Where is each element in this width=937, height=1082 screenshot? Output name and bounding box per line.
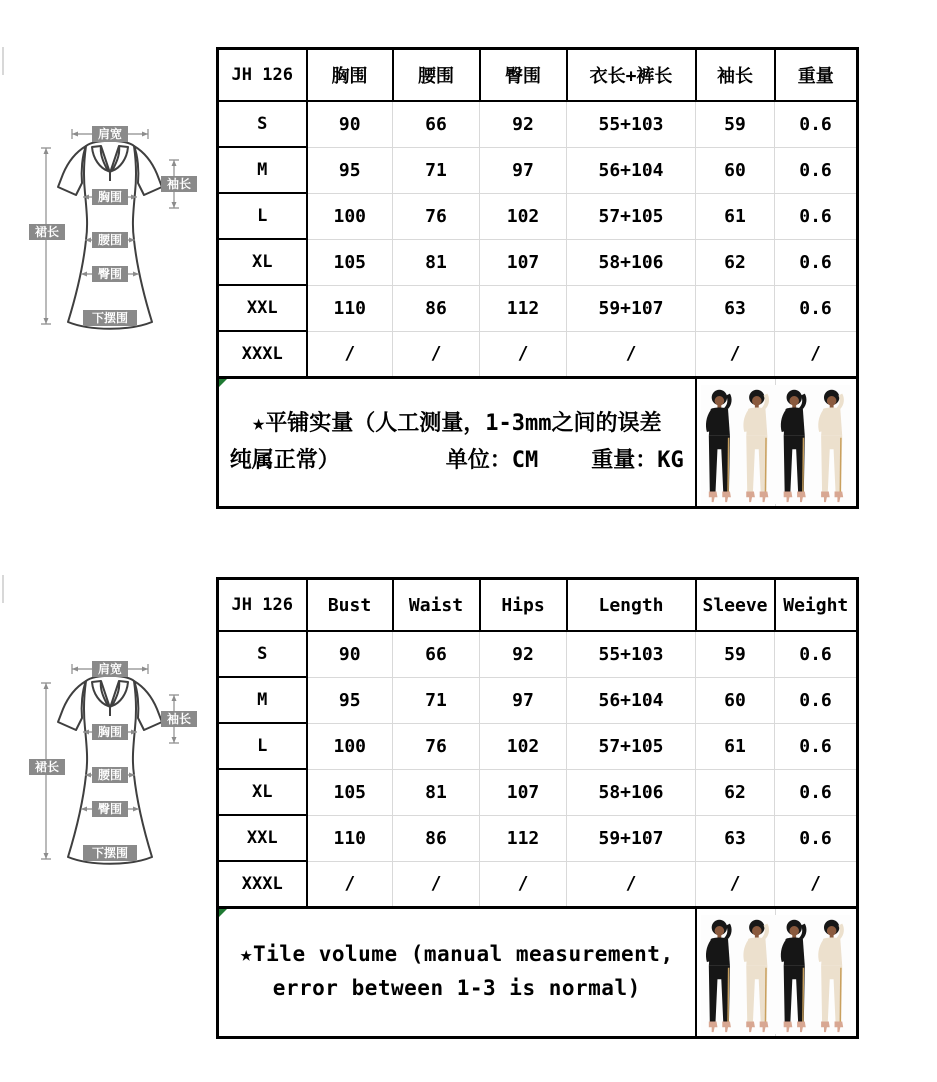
measurement-value-cell: / [696, 861, 775, 907]
measurement-value-cell: 81 [393, 769, 480, 815]
measurement-value-cell: 71 [393, 147, 480, 193]
measurement-value-cell: / [696, 331, 775, 377]
measurement-value-cell: 81 [393, 239, 480, 285]
measurement-value-cell: 55+103 [567, 101, 696, 147]
column-header-cell: 衣长+裤长 [567, 49, 696, 102]
measurement-value-cell: 105 [307, 769, 393, 815]
measurement-value-cell: 66 [393, 101, 480, 147]
measurement-value-cell: 95 [307, 147, 393, 193]
column-header-cell: Waist [393, 579, 480, 632]
sleeve-length-label [161, 176, 197, 192]
hip-label [92, 266, 128, 282]
column-header-cell: 臀围 [480, 49, 567, 102]
size-label-cell: S [218, 101, 307, 147]
column-header-cell: Sleeve [696, 579, 775, 632]
measurement-value-cell: 102 [480, 723, 567, 769]
measurement-value-cell: 63 [696, 285, 775, 331]
measurement-value-cell: 62 [696, 769, 775, 815]
measurement-value-cell: 0.6 [775, 815, 858, 861]
dress-diagram-bottom [26, 633, 211, 878]
measurement-value-cell: 105 [307, 239, 393, 285]
measurement-value-cell: / [307, 861, 393, 907]
measurement-value-cell: 58+106 [567, 239, 696, 285]
size-label-cell: S [218, 631, 307, 677]
size-table-chinese-slot [216, 47, 859, 509]
svg-text:下摆围: 下摆围 [91, 846, 129, 860]
size-label-cell: XXL [218, 285, 307, 331]
measurement-value-cell: 62 [696, 239, 775, 285]
size-label-cell: XXXL [218, 331, 307, 377]
size-label-cell: M [218, 147, 307, 193]
measurement-value-cell: 86 [393, 285, 480, 331]
column-header-cell: Hips [480, 579, 567, 632]
note-line-2: error between 1-3 is normal) [272, 976, 641, 1000]
note-line-1: ★Tile volume (manual measurement, [239, 942, 674, 967]
svg-text:腰围: 腰围 [97, 768, 123, 782]
svg-text:下摆围: 下摆围 [91, 311, 129, 325]
shoulder-width-label [92, 126, 128, 142]
dress-measurement-diagram [26, 98, 211, 343]
note-line-1: ★平铺实量（人工测量，1-3mm之间的误差 [252, 410, 662, 436]
measurement-value-cell: 61 [696, 723, 775, 769]
scan-edge-artifact [2, 575, 4, 603]
hem-label [83, 310, 137, 326]
waist-label [92, 767, 128, 783]
column-header-cell: 袖长 [696, 49, 775, 102]
dress-measurement-diagram [26, 633, 211, 878]
svg-text:肩宽: 肩宽 [97, 662, 123, 676]
measurement-value-cell: 0.6 [775, 631, 858, 677]
measurement-value-cell: / [393, 331, 480, 377]
size-table-zh [216, 47, 859, 509]
measurement-value-cell: 63 [696, 815, 775, 861]
sleeve-length-label [161, 711, 197, 727]
measurement-value-cell: 110 [307, 285, 393, 331]
svg-text:袖长: 袖长 [166, 712, 192, 726]
column-header-cell: 胸围 [307, 49, 393, 102]
measurement-value-cell: 60 [696, 147, 775, 193]
size-label-cell: L [218, 723, 307, 769]
measurement-value-cell: 0.6 [775, 723, 858, 769]
measurement-value-cell: 112 [480, 815, 567, 861]
measurement-value-cell: 92 [480, 101, 567, 147]
column-header-cell: 重量 [775, 49, 858, 102]
size-label-cell: XL [218, 239, 307, 285]
measurement-value-cell: 92 [480, 631, 567, 677]
measurement-value-cell: / [775, 861, 858, 907]
size-label-cell: XXL [218, 815, 307, 861]
measurement-value-cell: 102 [480, 193, 567, 239]
measurement-value-cell: 100 [307, 193, 393, 239]
measurement-value-cell: 95 [307, 677, 393, 723]
measurement-value-cell: 71 [393, 677, 480, 723]
measurement-note-cell [218, 377, 696, 507]
skirt-length-label [29, 224, 65, 240]
size-label-cell: M [218, 677, 307, 723]
note-line-2: 纯属正常） 单位：CM 重量：KG [229, 448, 684, 473]
hip-label [92, 801, 128, 817]
model-code-cell: JH 126 [218, 49, 307, 102]
measurement-value-cell: 0.6 [775, 193, 858, 239]
bust-label [92, 189, 128, 205]
measurement-value-cell: 107 [480, 239, 567, 285]
size-label-cell: L [218, 193, 307, 239]
measurement-value-cell: / [393, 861, 480, 907]
product-photo-cell [696, 907, 858, 1037]
column-header-cell: Bust [307, 579, 393, 632]
measurement-value-cell: 59+107 [567, 285, 696, 331]
measurement-value-cell: 90 [307, 631, 393, 677]
svg-text:袖长: 袖长 [166, 177, 192, 191]
hem-label [83, 845, 137, 861]
product-photo-cell [696, 377, 858, 507]
measurement-value-cell: / [307, 331, 393, 377]
svg-text:肩宽: 肩宽 [97, 127, 123, 141]
measurement-value-cell: 57+105 [567, 723, 696, 769]
skirt-length-label [29, 759, 65, 775]
measurement-value-cell: 56+104 [567, 147, 696, 193]
cell-corner-marker [219, 379, 227, 387]
measurement-value-cell: 0.6 [775, 147, 858, 193]
measurement-value-cell: 58+106 [567, 769, 696, 815]
model-code-cell: JH 126 [218, 579, 307, 632]
measurement-value-cell: 55+103 [567, 631, 696, 677]
svg-text:臀围: 臀围 [97, 802, 123, 816]
measurement-value-cell: 0.6 [775, 239, 858, 285]
measurement-value-cell: 76 [393, 723, 480, 769]
bust-label [92, 724, 128, 740]
size-table-english-slot [216, 577, 859, 1039]
measurement-value-cell: / [775, 331, 858, 377]
measurement-value-cell: 100 [307, 723, 393, 769]
dress-diagram-top [26, 98, 211, 343]
size-table-en [216, 577, 859, 1039]
measurement-value-cell: / [480, 331, 567, 377]
measurement-value-cell: 56+104 [567, 677, 696, 723]
product-models-photo [701, 915, 851, 1034]
measurement-value-cell: 112 [480, 285, 567, 331]
measurement-value-cell: 97 [480, 677, 567, 723]
waist-label [92, 232, 128, 248]
svg-text:臀围: 臀围 [97, 267, 123, 281]
shoulder-width-label [92, 661, 128, 677]
size-label-cell: XL [218, 769, 307, 815]
svg-text:胸围: 胸围 [97, 725, 123, 739]
size-label-cell: XXXL [218, 861, 307, 907]
measurement-value-cell: 60 [696, 677, 775, 723]
column-header-cell: Length [567, 579, 696, 632]
measurement-value-cell: 110 [307, 815, 393, 861]
svg-text:裙长: 裙长 [34, 760, 60, 774]
measurement-note-cell [218, 907, 696, 1037]
product-models-photo [701, 385, 851, 504]
measurement-value-cell: 66 [393, 631, 480, 677]
measurement-value-cell: 59 [696, 101, 775, 147]
measurement-value-cell: 76 [393, 193, 480, 239]
measurement-value-cell: 59+107 [567, 815, 696, 861]
scan-edge-artifact [2, 47, 4, 75]
measurement-value-cell: 90 [307, 101, 393, 147]
measurement-value-cell: 0.6 [775, 769, 858, 815]
measurement-value-cell: 0.6 [775, 285, 858, 331]
measurement-value-cell: 0.6 [775, 101, 858, 147]
measurement-value-cell: / [567, 331, 696, 377]
measurement-value-cell: 107 [480, 769, 567, 815]
column-header-cell: 腰围 [393, 49, 480, 102]
measurement-value-cell: 0.6 [775, 677, 858, 723]
measurement-value-cell: / [480, 861, 567, 907]
measurement-value-cell: 97 [480, 147, 567, 193]
measurement-value-cell: 57+105 [567, 193, 696, 239]
svg-text:裙长: 裙长 [34, 225, 60, 239]
measurement-value-cell: 59 [696, 631, 775, 677]
column-header-cell: Weight [775, 579, 858, 632]
measurement-value-cell: 86 [393, 815, 480, 861]
svg-text:胸围: 胸围 [97, 190, 123, 204]
measurement-value-cell: / [567, 861, 696, 907]
svg-text:腰围: 腰围 [97, 233, 123, 247]
measurement-value-cell: 61 [696, 193, 775, 239]
cell-corner-marker [219, 909, 227, 917]
